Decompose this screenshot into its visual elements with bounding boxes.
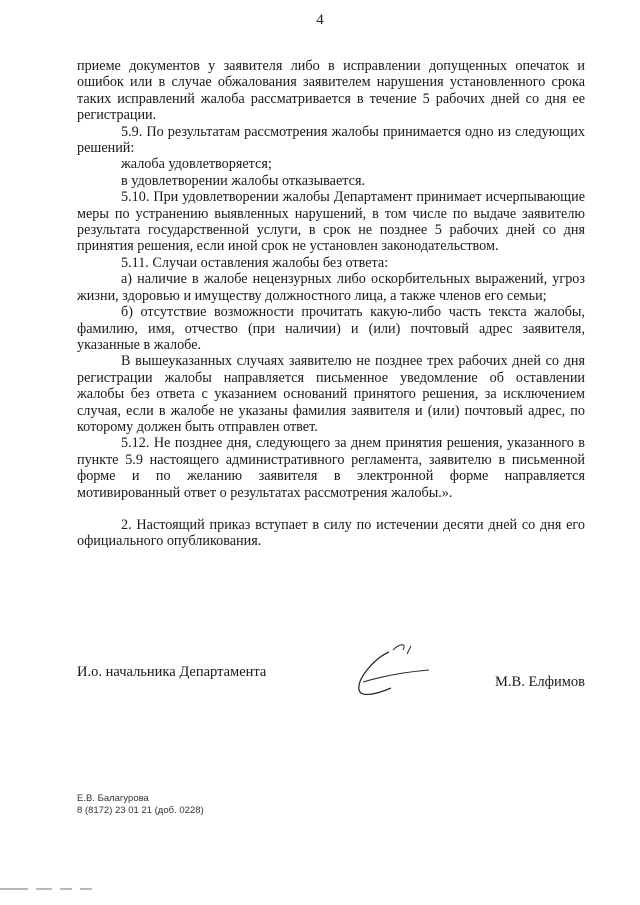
decision-option-refuse: в удовлетворении жалобы отказывается. <box>121 172 366 189</box>
paragraph-5-11-a: а) наличие в жалобе нецензурных либо оскорбительных выражений, угроз жизни, здоровью и имуществу должностного лица, а также членов его семьи; <box>77 271 585 304</box>
paragraph-above-cases: В вышеуказанных случаях заявителю не позднее трех рабочих дней со дня регистрации жалобы направляется письменное уведомление об оставлении жалобы без ответа с указанием оснований принятого решения, за исключением случая, если в жалобе не указаны фамилия заявителя и (или) почтовый адрес, по которому должен быть отправлен ответ. <box>77 353 585 435</box>
paragraph-5-11: 5.11. Случаи оставления жалобы без ответа: <box>121 254 389 271</box>
paragraph-5-11-b: б) отсутствие возможности прочитать какую-либо часть текста жалобы, фамилию, имя, отчество (при наличии) и (или) почтовый адрес заявителя, указанные в жалобе. <box>77 304 585 353</box>
paragraph-5-10: 5.10. При удовлетворении жалобы Департамент принимает исчерпывающие меры по устранению выявленных нарушений, в том числе по выдаче заявителю результата государственной услуги, в срок не позднее 5 рабочих дней со дня принятия решения, если иной срок не установлен законодательством. <box>77 189 585 255</box>
signer-title: И.о. начальника Департамента <box>77 664 267 680</box>
signature-block <box>77 658 585 718</box>
decision-option-satisfy: жалоба удовлетворяется; <box>121 156 272 173</box>
paragraph-5-12: 5.12. Не позднее дня, следующего за днем принятия решения, указанного в пункте 5.9 настоящего административного регламента, заявителю в письменной форме и по желанию заявителя в электронной форме направляется мотивированный ответ о результатах рассмотрения жалобы.». <box>77 435 585 501</box>
executor-name: Е.В. Балагурова <box>77 793 149 804</box>
executor-phone: 8 (8172) 23 01 21 (доб. 0228) <box>77 805 204 816</box>
paragraph-5-9: 5.9. По результатам рассмотрения жалобы принимается одно из следующих решений: <box>77 123 585 157</box>
document-body <box>77 58 585 550</box>
scan-edge-marks <box>0 884 120 894</box>
handwritten-signature <box>349 636 439 706</box>
paragraph-order-effect: 2. Настоящий приказ вступает в силу по истечении десяти дней со дня его официального опубликования. <box>77 516 585 550</box>
executor-info <box>77 793 204 817</box>
signer-name: М.В. Елфимов <box>495 674 585 690</box>
paragraph-continuation: приеме документов у заявителя либо в исправлении допущенных опечаток и ошибок или в случае обжалования заявителем нарушения установленного срока таких исправлений жалоба рассматривается в течение 5 рабочих дней со дня ее регистрации. <box>77 58 585 124</box>
page-number: 4 <box>316 12 324 28</box>
